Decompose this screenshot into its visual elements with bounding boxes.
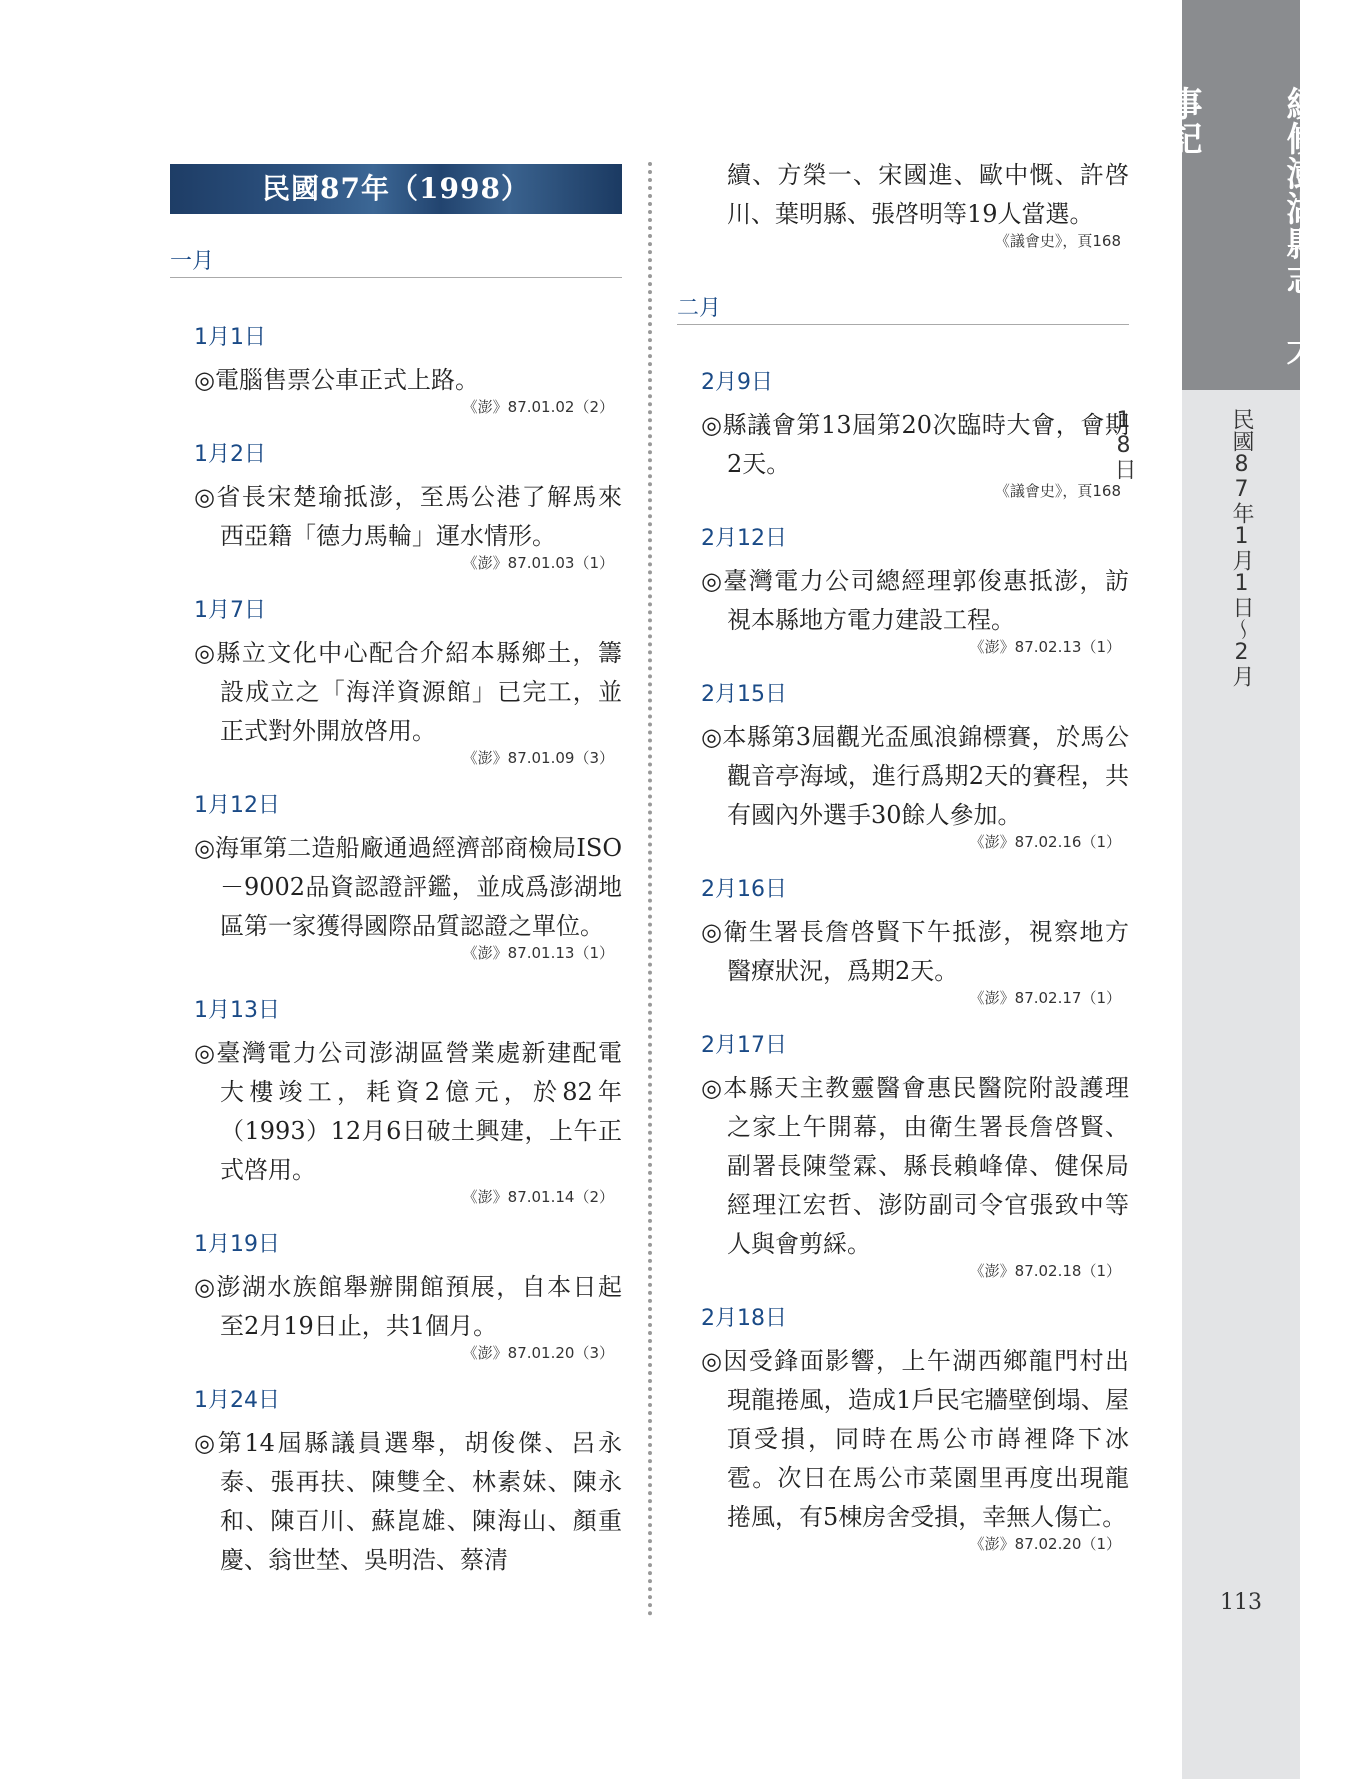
entry-source: 《澎》87.01.02（2） (462, 398, 614, 416)
right-column (677, 160, 1129, 1554)
entry-text: ◎第14屆縣議員選舉，胡俊傑、呂永泰、張再扶、陳雙全、林素妹、陳永和、陳百川、蘇崑雄、陳海山、顏重慶、翁世埜、吳明浩、蔡清 (194, 1429, 622, 1574)
book-title: 續修澎湖縣志 大事記 (1162, 86, 1320, 366)
entry-text: ◎本縣天主教靈醫會惠民醫院附設護理之家上午開幕，由衛生署長詹啓賢、副署長陳瑩霖、縣長賴峰偉、健保局經理江宏哲、澎防副司令官張致中等人與會剪綵。 (701, 1074, 1129, 1258)
entry-date: 2月12日 (701, 526, 787, 551)
entry-text: ◎因受鋒面影響，上午湖西鄉龍門村出現龍捲風，造成1戶民宅牆壁倒塌、屋頂受損，同時在馬公市嵵裡降下冰雹。次日在馬公市菜園里再度出現龍捲風，有5棟房舍受損，幸無人傷亡。 (701, 1347, 1129, 1531)
month-heading: 二月 (677, 291, 1129, 325)
entry-date: 1月13日 (194, 998, 280, 1023)
list-item (677, 365, 1129, 501)
entry-date: 1月7日 (194, 598, 266, 623)
entry-source: 《澎》87.02.18（1） (969, 1262, 1121, 1280)
entry-source: 《澎》87.01.20（3） (462, 1344, 614, 1362)
entry-date: 1月24日 (194, 1388, 280, 1413)
list-item (170, 993, 622, 1207)
entry-date: 1月12日 (194, 793, 280, 818)
entry-text: ◎臺灣電力公司總經理郭俊惠抵澎，訪視本縣地方電力建設工程。 (701, 567, 1129, 634)
entry-text: ◎縣立文化中心配合介紹本縣鄉土，籌設成立之「海洋資源館」已完工，並正式對外開放啓用。 (194, 639, 622, 745)
entry-text: ◎本縣第3屆觀光盃風浪錦標賽，於馬公觀音亭海域，進行爲期2天的賽程，共有國內外選手30餘人參加。 (701, 723, 1129, 829)
month-heading: 一月 (170, 244, 622, 278)
entry-source: 《澎》87.01.14（2） (462, 1188, 614, 1206)
list-item (170, 788, 622, 963)
column-divider (648, 162, 652, 1617)
list-item (677, 677, 1129, 852)
list-item (170, 1383, 622, 1580)
entry-source: 《澎》87.01.09（3） (462, 749, 614, 767)
entry-text: ◎省長宋楚瑜抵澎，至馬公港了解馬來西亞籍「德力馬輪」運水情形。 (194, 483, 622, 550)
entry-date: 1月1日 (194, 325, 266, 350)
entry-date: 1月2日 (194, 442, 266, 467)
entry-text: ◎衛生署長詹啓賢下午抵澎，視察地方醫療狀況，爲期2天。 (701, 918, 1129, 985)
left-column (170, 160, 622, 1580)
page-date-range: 民國87年1月1日～2月18日 (1111, 408, 1254, 687)
entry-text: ◎海軍第二造船廠通過經濟部商檢局ISO－9002品資認證評鑑，並成爲澎湖地區第一家獲得國際品質認證之單位。 (194, 834, 622, 940)
entry-source: 《澎》87.02.16（1） (969, 833, 1121, 851)
page-number: 113 (1220, 1590, 1262, 1615)
list-item (677, 872, 1129, 1008)
list-item (170, 437, 622, 573)
entry-date: 2月15日 (701, 682, 787, 707)
list-item (170, 593, 622, 768)
entry-date: 2月16日 (701, 877, 787, 902)
entry-text: ◎臺灣電力公司澎湖區營業處新建配電大樓竣工，耗資2億元，於82年（1993）12月6日破土興建，上午正式啓用。 (194, 1039, 622, 1184)
continued-text: 續、方榮一、宋國進、歐中慨、許啓川、葉明縣、張啓明等19人當選。 (727, 161, 1129, 228)
list-item (170, 320, 622, 417)
list-item (677, 1028, 1129, 1281)
entry-date: 2月17日 (701, 1033, 787, 1058)
entry-text: ◎電腦售票公車正式上路。 (194, 366, 479, 394)
entry-source: 《澎》87.02.17（1） (969, 989, 1121, 1007)
entry-date: 2月18日 (701, 1306, 787, 1331)
entry-source: 《澎》87.01.03（1） (462, 554, 614, 572)
entry-date: 2月9日 (701, 370, 773, 395)
list-item (170, 1227, 622, 1363)
entry-text: ◎縣議會第13屆第20次臨時大會，會期2天。 (701, 411, 1129, 478)
entry-date: 1月19日 (194, 1232, 280, 1257)
list-item (677, 1301, 1129, 1554)
entry-source: 《議會史》，頁168 (994, 232, 1121, 250)
entry-text: ◎澎湖水族館舉辦開館預展，自本日起至2月19日止，共1個月。 (194, 1273, 622, 1340)
entry-source: 《澎》87.02.20（1） (969, 1535, 1121, 1553)
year-banner: 民國87年（1998） (170, 164, 622, 214)
entry-source: 《澎》87.02.13（1） (969, 638, 1121, 656)
entry-source: 《澎》87.01.13（1） (462, 944, 614, 962)
entry-source: 《議會史》，頁168 (994, 482, 1121, 500)
list-item (677, 521, 1129, 657)
